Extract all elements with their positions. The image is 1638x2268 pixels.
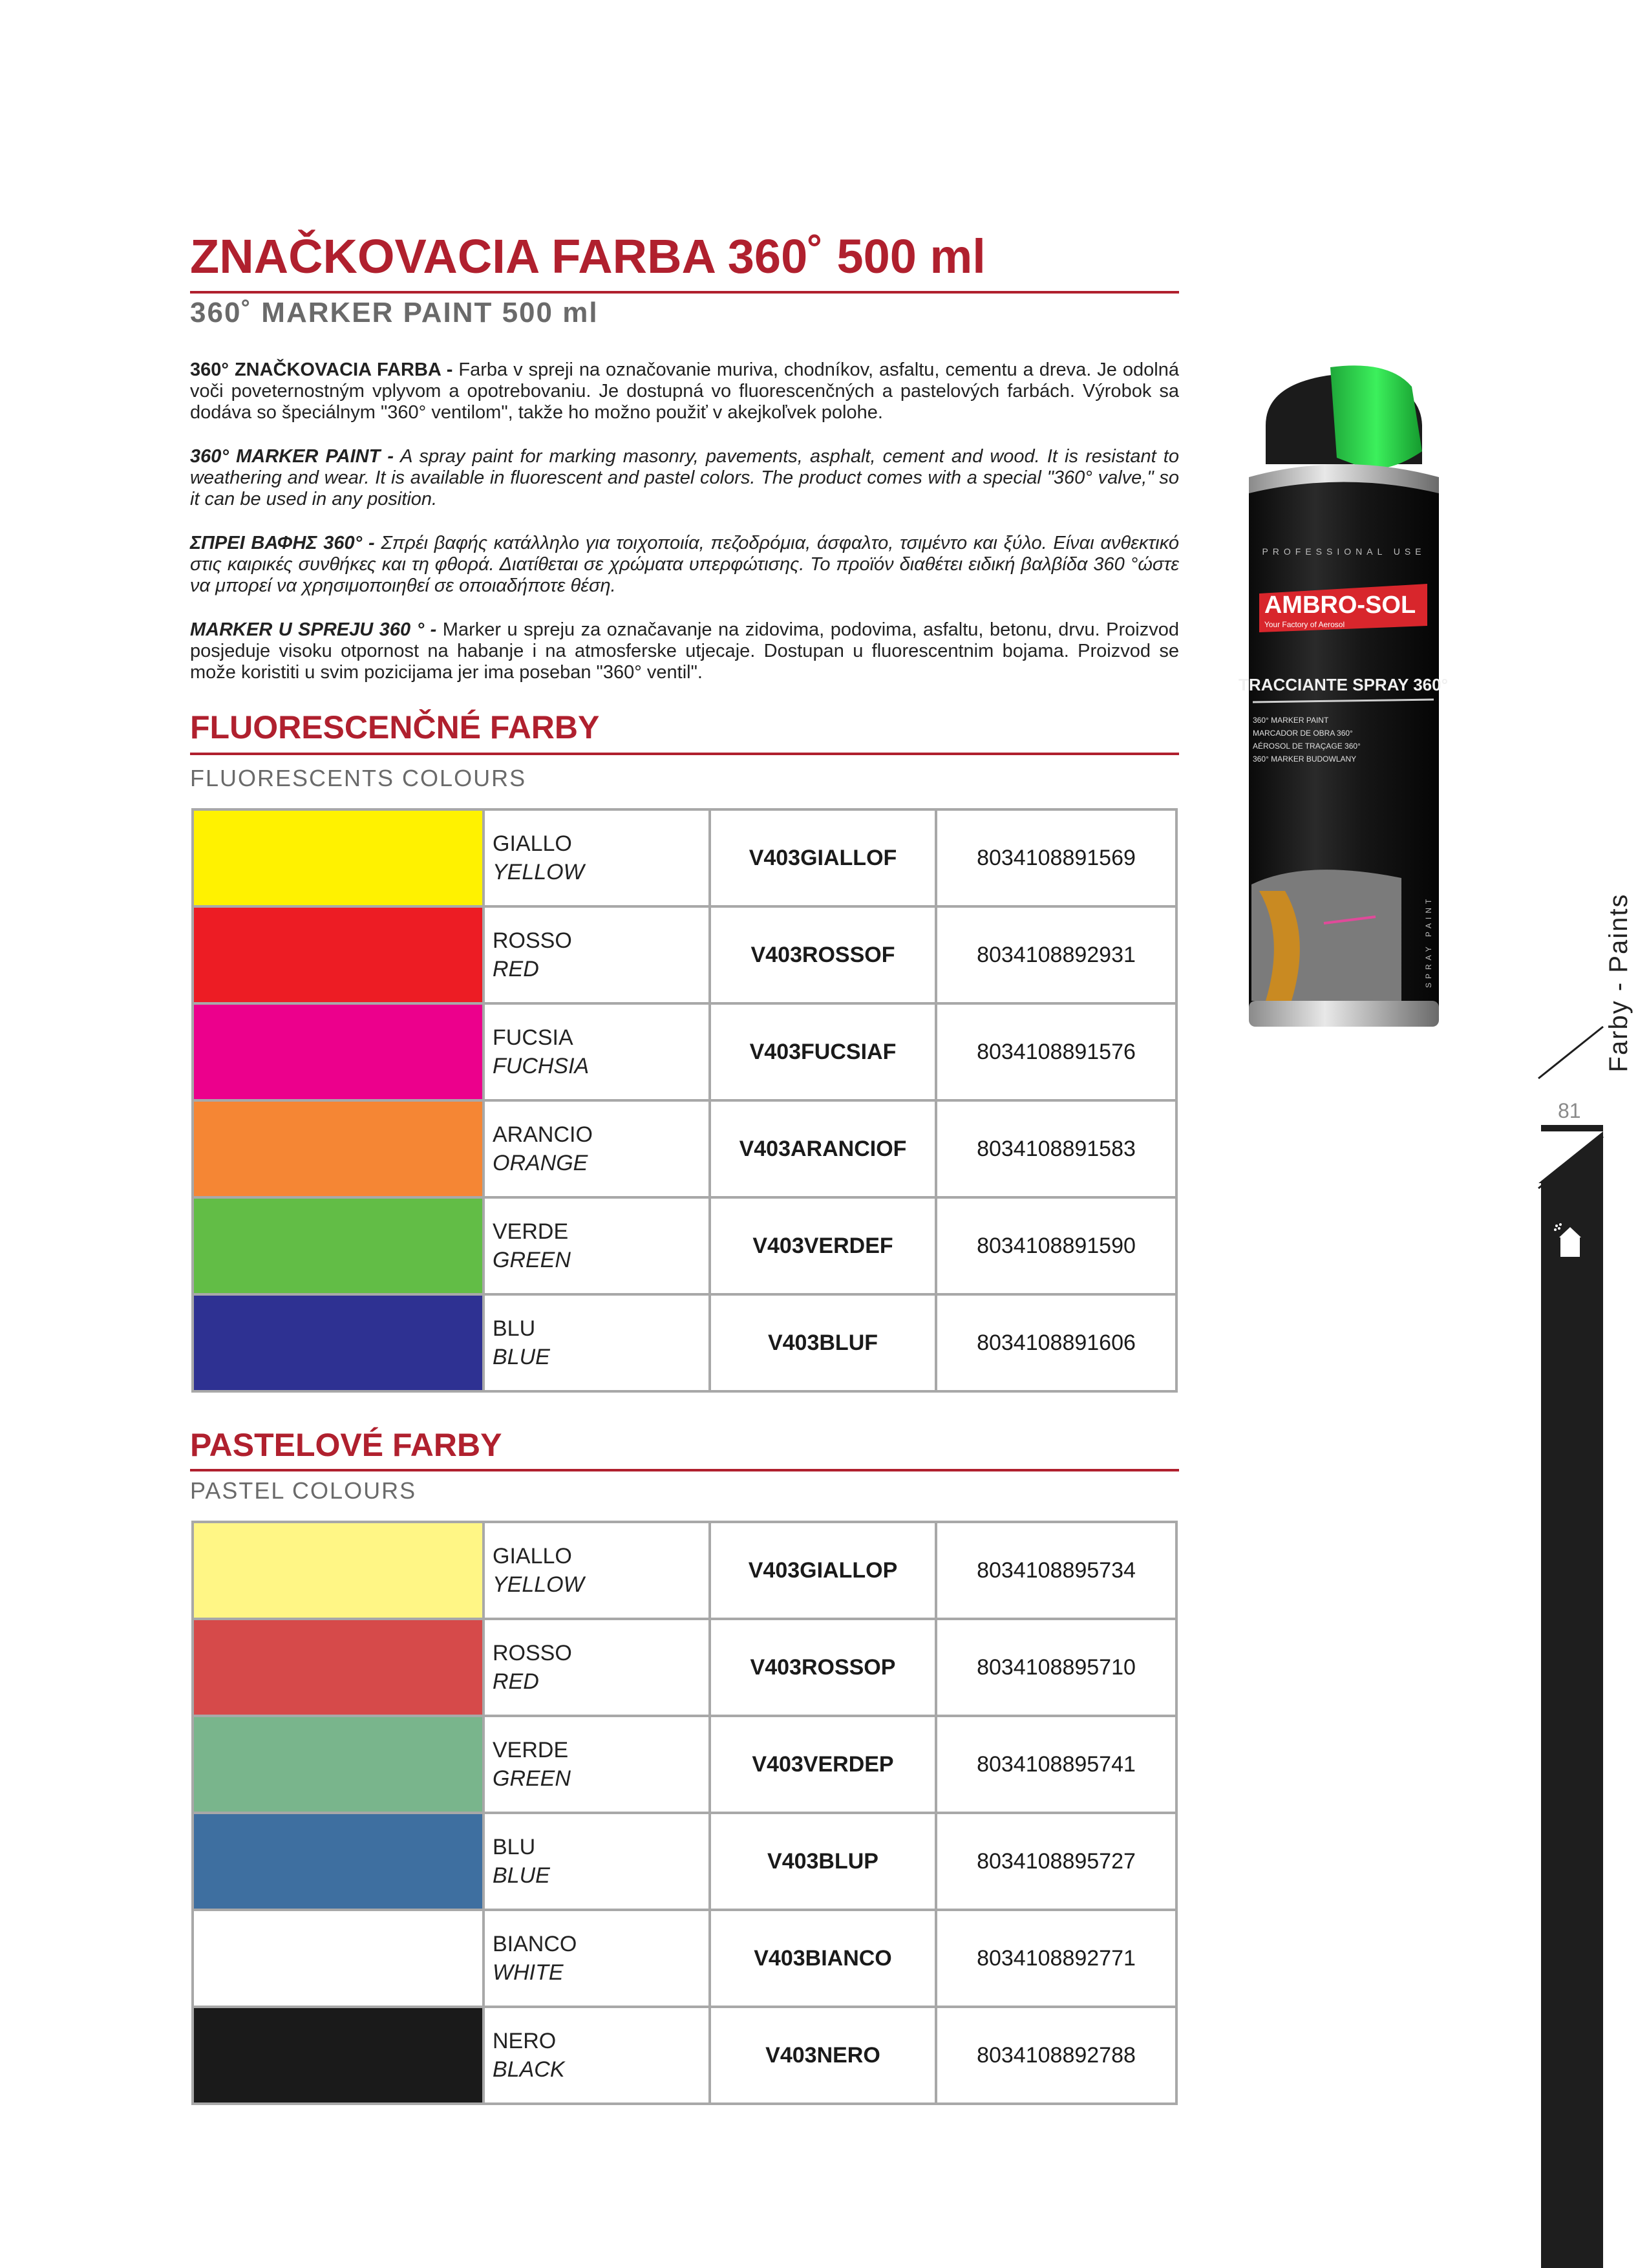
can-line-1: 360° MARKER PAINT	[1253, 716, 1329, 725]
color-names	[484, 1522, 710, 1619]
color-swatch	[193, 1197, 484, 1294]
description-en	[190, 446, 1179, 510]
ean-code: 8034108892771	[936, 1910, 1176, 2007]
ean-code: 8034108891606	[936, 1294, 1176, 1391]
description-text: Farba v spreji na označovanie muriva, chodníkov, asfaltu, cementu a dreva. Je odolná voči poveternostným vplyvom a opotrebovaniu. Je dostupná vo fluorescenčných a pastelových farbách. Výrobok sa dodáva so špeciálnym "360° ventilom", takže ho možno použiť v akejkoľvek polohe.	[190, 359, 1179, 423]
color-name-en: WHITE	[493, 1960, 564, 1985]
ean-code: 8034108895710	[936, 1619, 1176, 1716]
color-swatch	[193, 1813, 484, 1910]
color-swatch	[193, 1003, 484, 1100]
color-name-en: YELLOW	[493, 860, 584, 884]
ean-code: 8034108895727	[936, 1813, 1176, 1910]
can-brand-sub: Your Factory of Aerosol	[1264, 620, 1345, 629]
pastel-rule	[190, 1469, 1179, 1471]
description-lead: 360° MARKER PAINT -	[190, 446, 394, 467]
description-sk	[190, 359, 1179, 423]
can-line-2: MARCADOR DE OBRA 360°	[1253, 729, 1353, 738]
color-names	[484, 906, 710, 1003]
color-row	[193, 1716, 1176, 1813]
color-name-it: FUCSIA	[493, 1025, 573, 1050]
color-row	[193, 1619, 1176, 1716]
color-swatch	[193, 1910, 484, 2007]
color-row	[193, 906, 1176, 1003]
color-swatch	[193, 809, 484, 906]
fluorescent-section-subtitle: FLUORESCENTS COLOURS	[190, 765, 527, 791]
color-row	[193, 1294, 1176, 1391]
title-rule	[190, 291, 1179, 294]
product-code: V403BLUP	[710, 1813, 936, 1910]
color-name-it: BLU	[493, 1835, 536, 1859]
color-name-en: GREEN	[493, 1248, 571, 1272]
spray-can-image	[1240, 354, 1448, 1046]
color-names	[484, 1197, 710, 1294]
color-name-en: BLUE	[493, 1863, 550, 1888]
product-code: V403ROSSOF	[710, 906, 936, 1003]
color-name-en: GREEN	[493, 1766, 571, 1791]
color-row	[193, 1197, 1176, 1294]
color-names	[484, 1294, 710, 1391]
ean-code: 8034108891569	[936, 809, 1176, 906]
color-name-en: BLACK	[493, 2057, 565, 2082]
ean-code: 8034108891576	[936, 1003, 1176, 1100]
product-code: V403NERO	[710, 2007, 936, 2104]
product-code: V403BIANCO	[710, 1910, 936, 2007]
product-code: V403GIALLOF	[710, 809, 936, 906]
description-lead: MARKER U SPREJU 360 ° -	[190, 619, 437, 640]
product-code: V403FUCSIAF	[710, 1003, 936, 1100]
color-row	[193, 1003, 1176, 1100]
page-number: 81	[1558, 1099, 1581, 1122]
description-lead: 360° ZNAČKOVACIA FARBA -	[190, 359, 453, 380]
product-code: V403VERDEF	[710, 1197, 936, 1294]
color-swatch	[193, 1294, 484, 1391]
color-swatch	[193, 2007, 484, 2104]
description-text: A spray paint for marking masonry, pavements, asphalt, cement and wood. It is resistant to weathering and wear. It is available in fluorescent and pastel colors. The product comes with a special "360° valve," so it can be used in any position.	[190, 446, 1179, 509]
description-text: Σπρέι βαφής κατάλληλο για τοιχοποιία, πεζοδρόμια, άσφαλτο, τσιμέντο και ξύλο. Είναι ανθεκτικό στις καιρικές συνθήκες και τη φθορά. Διατίθεται σε χρώματα υπερφώτισης. Το προϊόν διαθέτει ειδική βαλβίδα 360 °ώστε να μπορεί να χρησιμοποιηθεί σε οποιαδήποτε θέση.	[190, 533, 1179, 596]
color-name-en: YELLOW	[493, 1572, 584, 1597]
color-names	[484, 2007, 710, 2104]
color-names	[484, 1813, 710, 1910]
product-code: V403VERDEP	[710, 1716, 936, 1813]
color-swatch	[193, 1619, 484, 1716]
product-code: V403GIALLOP	[710, 1522, 936, 1619]
page-subtitle: 360˚ MARKER PAINT 500 ml	[190, 297, 599, 328]
color-swatch	[193, 1522, 484, 1619]
product-code: V403ROSSOP	[710, 1619, 936, 1716]
color-names	[484, 1619, 710, 1716]
ean-code: 8034108892788	[936, 2007, 1176, 2104]
color-name-en: RED	[493, 957, 539, 981]
color-name-it: BIANCO	[493, 1932, 577, 1956]
color-names	[484, 1003, 710, 1100]
color-name-en: RED	[493, 1669, 539, 1694]
sidebar-band	[1541, 1125, 1603, 2268]
color-names	[484, 809, 710, 906]
description-hr	[190, 619, 1179, 683]
fluorescent-colors-table	[191, 808, 1178, 1393]
color-name-it: ROSSO	[493, 1641, 572, 1665]
can-label: TRACCIANTE SPRAY 360°	[1239, 675, 1448, 694]
ean-code: 8034108891583	[936, 1100, 1176, 1197]
ean-code: 8034108892931	[936, 906, 1176, 1003]
color-name-it: VERDE	[493, 1219, 569, 1244]
page-title: ZNAČKOVACIA FARBA 360˚ 500 ml	[190, 230, 986, 283]
section-side-label: Farby - Paints	[1604, 893, 1633, 1073]
pastel-section-subtitle: PASTEL COLOURS	[190, 1477, 417, 1504]
product-code: V403ARANCIOF	[710, 1100, 936, 1197]
can-line-4: 360° MARKER BUDOWLANY	[1253, 754, 1357, 764]
fluorescent-section-title: FLUORESCENČNÉ FARBY	[190, 709, 600, 745]
color-name-it: GIALLO	[493, 1544, 572, 1568]
product-code: V403BLUF	[710, 1294, 936, 1391]
color-name-en: BLUE	[493, 1345, 550, 1369]
can-side-text: SPRAY PAINT	[1424, 895, 1433, 988]
sidebar-top-notch	[1538, 1131, 1603, 1183]
color-name-it: ROSSO	[493, 928, 572, 953]
color-row	[193, 1813, 1176, 1910]
color-swatch	[193, 1100, 484, 1197]
pastel-colors-table	[191, 1521, 1178, 2105]
can-top-text: PROFESSIONAL USE	[1262, 546, 1426, 557]
color-names	[484, 1716, 710, 1813]
color-name-it: ARANCIO	[493, 1122, 593, 1147]
color-row	[193, 2007, 1176, 2104]
color-row	[193, 809, 1176, 906]
spray-home-icon	[1553, 1222, 1588, 1261]
color-name-en: ORANGE	[493, 1151, 588, 1175]
color-name-it: GIALLO	[493, 831, 572, 856]
description-lead: ΣΠΡΕΙ ΒΑΦΗΣ 360° -	[190, 533, 375, 553]
color-name-it: VERDE	[493, 1738, 569, 1762]
color-row	[193, 1910, 1176, 2007]
ean-code: 8034108891590	[936, 1197, 1176, 1294]
color-swatch	[193, 1716, 484, 1813]
ean-code: 8034108895734	[936, 1522, 1176, 1619]
color-row	[193, 1100, 1176, 1197]
ean-code: 8034108895741	[936, 1716, 1176, 1813]
description-el	[190, 533, 1179, 597]
pastel-section-title: PASTELOVÉ FARBY	[190, 1427, 502, 1463]
color-name-it: BLU	[493, 1316, 536, 1341]
color-names	[484, 1100, 710, 1197]
color-name-en: FUCHSIA	[493, 1054, 590, 1078]
can-brand: AMBRO-SOL	[1264, 592, 1416, 619]
description-text: Marker u spreju za označavanje na zidovima, podovima, asfaltu, betonu, drvu. Proizvod posjeduje visoku otpornost na habanje i na atmosferske utjecaje. Dostupan u fluorescentnim bojama. Proizvod se može koristiti u svim pozicijama jer ima poseban "360° ventil".	[190, 619, 1179, 683]
can-line-3: AÉROSOL DE TRAÇAGE 360°	[1253, 742, 1361, 751]
color-name-it: NERO	[493, 2029, 557, 2053]
color-swatch	[193, 906, 484, 1003]
color-row	[193, 1522, 1176, 1619]
fluorescent-rule	[190, 753, 1179, 755]
color-names	[484, 1910, 710, 2007]
